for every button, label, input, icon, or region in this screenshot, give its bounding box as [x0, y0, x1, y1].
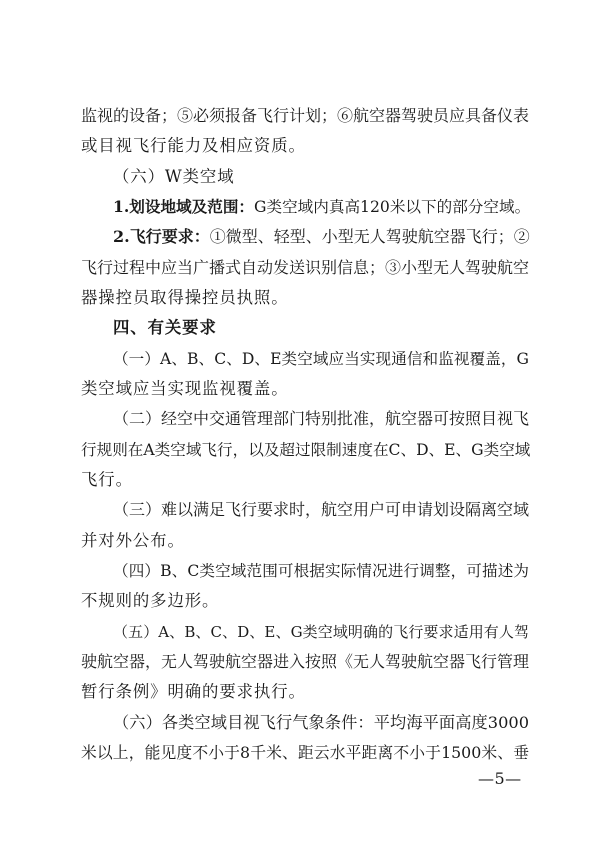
text-line: 米以上，能见度不小于8千米、距云水平距离不小于1500米、垂 — [81, 743, 529, 762]
text-line: 不规则的多边形。 — [81, 591, 220, 610]
text-line: （二）经空中交通管理部门特别批准，航空器可按照目视飞 — [113, 409, 530, 428]
page-number: —5— — [478, 769, 522, 788]
text-line: 器操控员取得操控员执照。 — [81, 288, 289, 307]
text-line — [113, 197, 529, 217]
text-line: 并对外公布。 — [81, 531, 185, 550]
text-line: 监视的设备；⑤必须报备飞行计划；⑥航空器驾驶员应具备仪表 — [81, 106, 530, 125]
section-heading: 四、有关要求 — [113, 318, 217, 337]
text-line — [113, 227, 529, 247]
item-label: 1.划设地域及范围： — [113, 197, 255, 216]
text-line: （三）难以满足飞行要求时，航空用户可申请划设隔离空域 — [113, 500, 530, 519]
text-line: 类空域应当实现监视覆盖。 — [81, 379, 289, 398]
text-line: 飞行。 — [81, 470, 133, 489]
text-line: 飞行过程中应当广播式自动发送识别信息；③小型无人驾驶航空 — [81, 258, 530, 277]
item-label: 2.飞行要求： — [113, 227, 210, 246]
text-line: （六）各类空域目视飞行气象条件：平均海平面高度3000 — [113, 713, 529, 732]
text-line: （五）A、B、C、D、E、G类空域明确的飞行要求适用有人驾 — [113, 623, 529, 641]
text-line: 驶航空器，无人驾驶航空器进入按照《无人驾驶航空器飞行管理 — [81, 652, 530, 671]
item-text: ①微型、轻型、小型无人驾驶航空器飞行；② — [209, 227, 530, 246]
text-line: 暂行条例》明确的要求执行。 — [81, 682, 306, 701]
text-line: 或目视飞行能力及相应资质。 — [81, 136, 306, 155]
subsection-heading: （六）W类空域 — [113, 167, 235, 186]
text-line: （四）B、C类空域范围可根据实际情况进行调整，可描述为 — [113, 562, 529, 580]
text-line: （一）A、B、C、D、E类空域应当实现通信和监视覆盖，G — [113, 350, 529, 368]
text-line: 行规则在A类空域飞行，以及超过限制速度在C、D、E、G类空域 — [81, 441, 531, 459]
item-text: G类空域内真高120米以下的部分空域。 — [254, 198, 531, 216]
